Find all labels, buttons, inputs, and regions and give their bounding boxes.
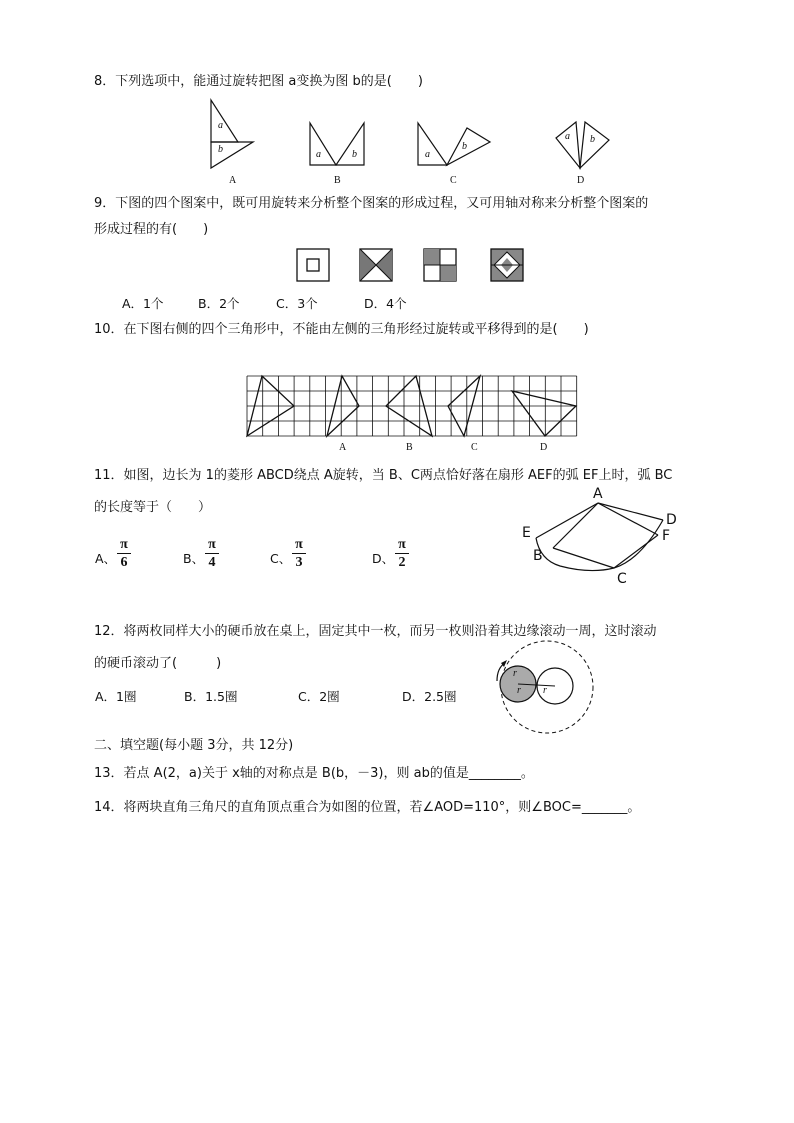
q8-label-a: a — [316, 149, 321, 160]
q11-fraction-c: π 3 — [292, 537, 306, 570]
q10-choice-a: A — [339, 442, 347, 453]
q9-option-c: C．3个 — [276, 296, 318, 311]
q9-stem-line2: 形成过程的有( ) — [94, 222, 209, 237]
q11-fraction-a: π 6 — [117, 537, 131, 570]
q8-label-a: a — [218, 120, 223, 131]
q11-fraction-d: π 2 — [395, 537, 409, 570]
q11-stem-line2: 的长度等于（ ） — [94, 500, 212, 515]
q10-stem: 10．在下图右侧的四个三角形中，不能由左侧的三角形经过旋转或平移得到的是( ) — [94, 322, 589, 337]
q8-choice-a: A — [229, 175, 237, 186]
q12-radius-label: r — [517, 685, 521, 696]
q9-stem-line1: 9．下图的四个图案中，既可用旋转来分析整个图案的形成过程，又可用轴对称来分析整个图案的 — [94, 196, 649, 211]
q8-label-b: b — [352, 149, 357, 160]
q9-option-b: B．2个 — [198, 296, 240, 311]
q8-label-a: a — [425, 149, 430, 160]
q8-choice-c: C — [450, 175, 457, 186]
q8-stem: 8．下列选项中，能通过旋转把图 a变换为图 b的是( ) — [94, 74, 423, 89]
q11-fraction-b: π 4 — [205, 537, 219, 570]
q9-option-d: D．4个 — [364, 296, 407, 311]
q8-choice-b: B — [334, 175, 341, 186]
q10-choice-d: D — [540, 442, 548, 453]
section2-title: 二、填空题(每小题 3分，共 12分) — [94, 738, 294, 753]
q8-label-a: a — [565, 131, 570, 142]
q11-point-f: F — [662, 528, 671, 544]
q11-point-a: A — [593, 486, 603, 502]
q12-stem-line1: 12．将两枚同样大小的硬币放在桌上，固定其中一枚，而另一枚则沿着其边缘滚动一周，这时滚动 — [94, 624, 657, 639]
q12-radius-label: r — [543, 685, 547, 696]
q13-stem: 13．若点 A(2，a)关于 x轴的对称点是 B(b，－3)，则 ab的值是________。 — [94, 766, 534, 781]
q10-choice-b: B — [406, 442, 413, 453]
q8-label-b: b — [218, 144, 223, 155]
q8-label-b: b — [590, 134, 595, 145]
q11-point-b: B — [533, 548, 543, 564]
q10-choice-c: C — [471, 442, 478, 453]
q9-option-a: A．1个 — [122, 296, 164, 311]
q12-stem-line2: 的硬币滚动了( ) — [94, 656, 222, 671]
q12-option-a: A．1圈 — [95, 689, 137, 704]
q12-option-b: B．1.5圈 — [184, 689, 238, 704]
q12-option-c: C．2圈 — [298, 689, 340, 704]
q8-choice-d: D — [577, 175, 585, 186]
q11-point-d: D — [666, 512, 677, 528]
q11-point-e: E — [522, 525, 531, 541]
q12-option-d: D．2.5圈 — [402, 689, 457, 704]
q11-point-c: C — [617, 571, 627, 587]
q8-label-b: b — [462, 141, 467, 152]
q12-radius-label: r — [513, 668, 517, 679]
q14-stem: 14．将两块直角三角尺的直角顶点重合为如图的位置，若∠AOD=110°，则∠BOC=_______。 — [94, 800, 641, 815]
q11-stem-line1: 11．如图，边长为 1的菱形 ABCD绕点 A旋转，当 B、C两点恰好落在扇形 AEF的弧 EF上时，弧 BC — [94, 468, 673, 483]
